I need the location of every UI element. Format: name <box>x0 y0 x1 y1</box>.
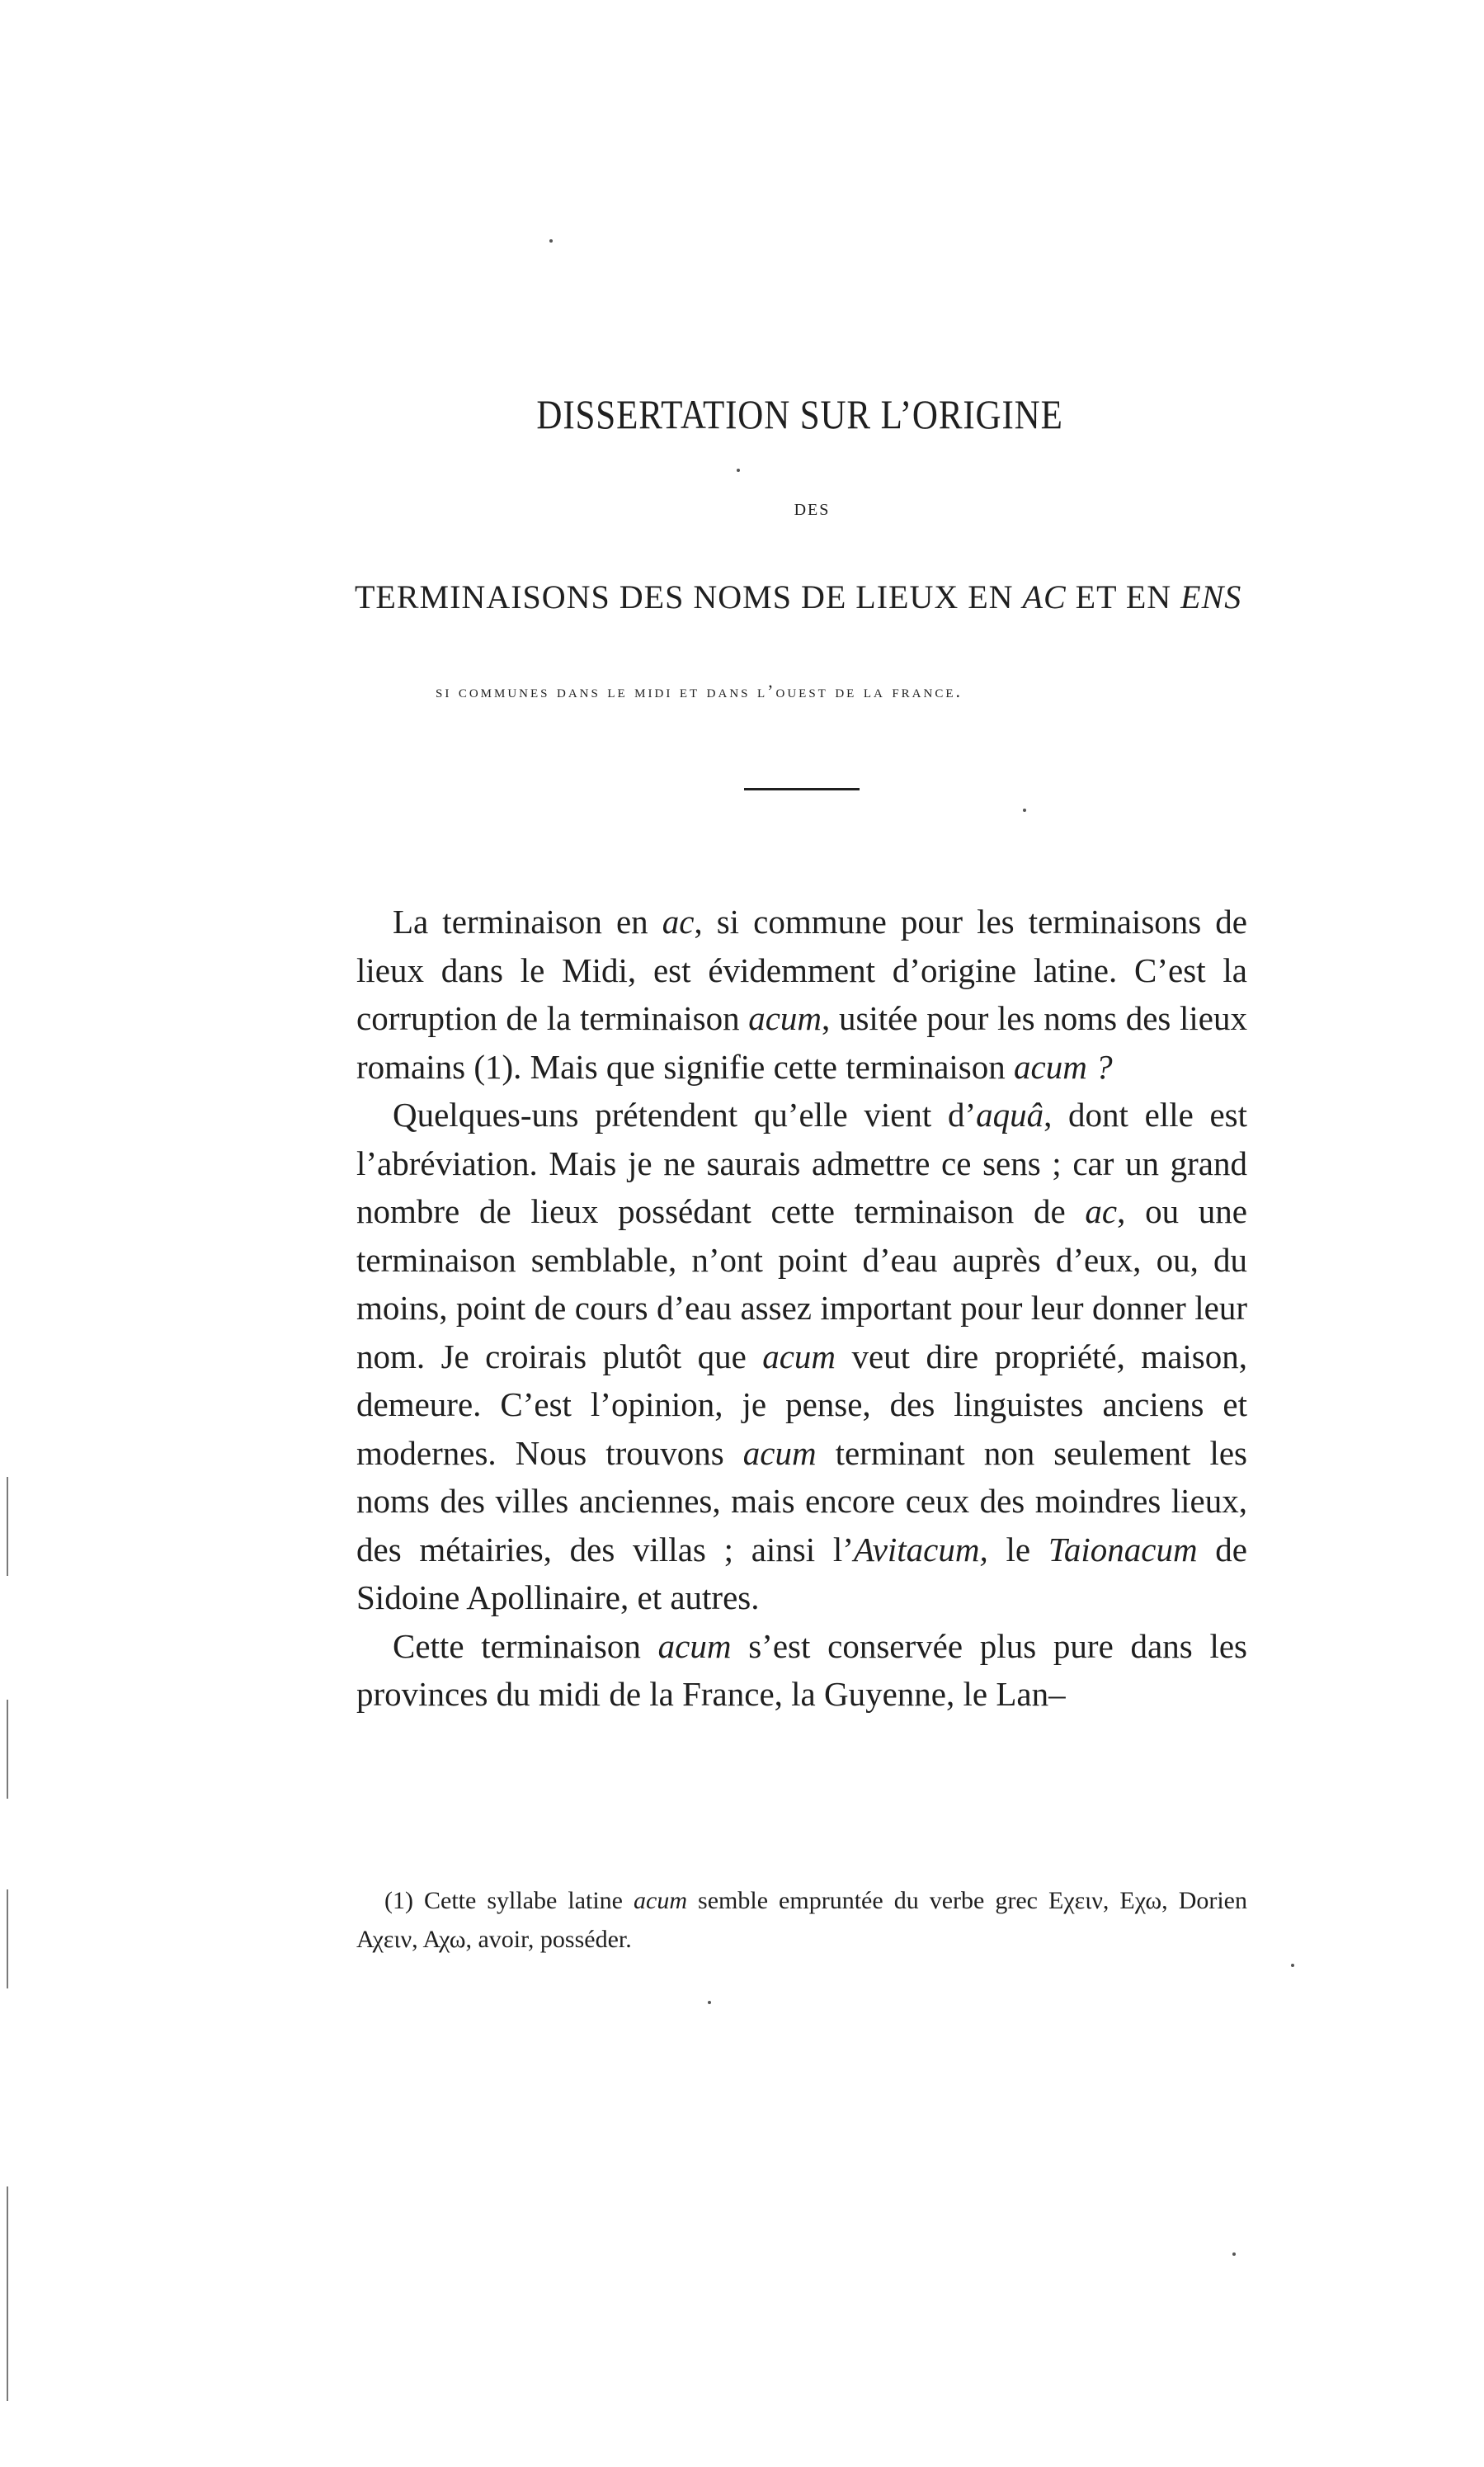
text-run: , usitée pour les noms des lieux romains (1). Mais que signifie cette terminaison <box>356 999 1247 1086</box>
text-run: Cette terminaison <box>393 1626 658 1665</box>
subtitle <box>355 576 1241 619</box>
text-run: La terminaison en <box>393 903 662 941</box>
italic-term: acum <box>634 1887 688 1914</box>
paragraph-3 <box>356 1622 1247 1719</box>
footnote <box>356 1881 1247 1959</box>
subtitle-text-2: ET EN <box>1066 578 1181 616</box>
italic-term: Taionacum <box>1048 1530 1198 1568</box>
italic-term: acum <box>762 1337 836 1375</box>
italic-term: acum <box>657 1626 732 1665</box>
paragraph-2 <box>356 1091 1247 1622</box>
scan-speck <box>737 469 740 472</box>
main-title: DISSERTATION SUR L’ORIGINE <box>536 391 1063 437</box>
text-run: , si commune pour les terminaisons de lieux dans le Midi, est évidemment d’origine latine. C’est la corruption de la terminaison <box>356 903 1247 1037</box>
text-run: Quelques-uns prétendent qu’elle vient d’ <box>393 1096 977 1134</box>
text-run: (1) Cette syllabe latine <box>384 1887 634 1914</box>
subtitle-ac: AC <box>1022 578 1067 616</box>
italic-term: ac <box>662 903 695 941</box>
scan-speck <box>1232 2252 1236 2256</box>
text-run: veut dire propriété, maison, demeure. C’est l’opinion, je pense, des linguistes anciens et modernes. Nous trouvons <box>356 1337 1247 1472</box>
text-run: , ou une terminaison semblable, n’ont point d’eau auprès d’eux, ou, du moins, point de cours d’eau assez important pour leur donner leur nom. Je croirais plutôt que <box>356 1192 1248 1375</box>
footnote-text <box>356 1881 1247 1959</box>
scan-edge-line <box>7 1477 8 1576</box>
scan-speck <box>708 2001 711 2004</box>
italic-term: acum <box>748 999 822 1037</box>
subtitle-text-1: TERMINAISONS DES NOMS DE LIEUX EN <box>355 578 1023 616</box>
title-connector: DES <box>794 501 831 519</box>
scan-edge-line <box>7 1889 8 1988</box>
scan-speck <box>1291 1964 1294 1967</box>
text-run: le <box>987 1530 1048 1568</box>
italic-term: acum <box>742 1433 817 1472</box>
section-rule <box>744 788 860 790</box>
tagline: si communes dans le midi et dans l’ouest de la france. <box>436 681 963 701</box>
text-run: semble empruntée du verbe grec Εχειν, Εχω, Dorien Αχειν, Αχω, avoir, posséder. <box>356 1887 1247 1953</box>
scan-speck <box>549 239 553 243</box>
scan-edge-line <box>7 2186 8 2401</box>
scan-speck <box>1023 809 1026 812</box>
italic-term: Avitacum, <box>853 1530 988 1568</box>
body-text <box>356 898 1247 1719</box>
text-run: , dont elle est l’abréviation. Mais je ne saurais admettre ce sens ; car un grand nombre de lieux possédant cette terminaison de <box>356 1096 1247 1230</box>
italic-term: acum ? <box>1014 1047 1113 1086</box>
text-run: s’est conservée plus pure dans les provinces du midi de la France, la Guyenne, le Lan– <box>356 1626 1248 1713</box>
text-run: de Sidoine Apollinaire, et autres. <box>356 1530 1247 1616</box>
text-run: terminant non seulement les noms des villes anciennes, mais encore ceux des moindres lieux, des métairies, des villas ; ainsi l’ <box>356 1433 1247 1568</box>
italic-term: aquâ <box>976 1096 1044 1134</box>
subtitle-ens: ENS <box>1180 578 1242 616</box>
scan-edge-line <box>7 1700 8 1799</box>
italic-term: ac <box>1085 1192 1118 1230</box>
paragraph-1 <box>356 898 1247 1091</box>
